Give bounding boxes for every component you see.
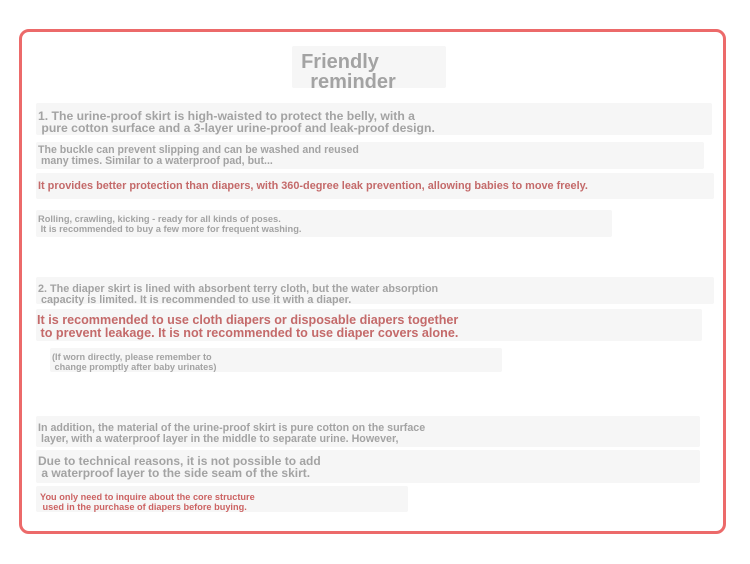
highlight-line: to prevent leakage. It is not recommended to use diaper covers alone. (37, 326, 459, 340)
paragraph-line: It is recommended to buy a few more for frequent washing. (38, 224, 302, 234)
title-line-2: reminder (310, 71, 396, 93)
paragraph-line: a waterproof layer to the side seam of the skirt. (38, 466, 311, 480)
paragraph-line: Rolling, crawling, kicking - ready for all kinds of poses. (38, 214, 281, 224)
paragraph-line: 1. The urine-proof skirt is high-waisted to protect the belly, with a (38, 109, 415, 123)
highlight-line: You only need to inquire about the core structure (40, 492, 255, 502)
title-line-1: Friendly (301, 51, 379, 73)
paragraph-line: change promptly after baby urinates) (52, 362, 217, 372)
highlight-line: It provides better protection than diapers, with 360-degree leak prevention, allowing babies to move freely. (38, 180, 588, 192)
paragraph-line: layer, with a waterproof layer in the middle to separate urine. However, (38, 433, 399, 445)
paragraph-line: many times. Similar to a waterproof pad, but... (38, 155, 273, 167)
paragraph-line: pure cotton surface and a 3-layer urine-proof and leak-proof design. (38, 121, 435, 135)
highlight-line: It is recommended to use cloth diapers or disposable diapers together (37, 313, 459, 327)
paragraph-line: 2. The diaper skirt is lined with absorbent terry cloth, but the water absorption (38, 283, 439, 295)
paragraph-line: capacity is limited. It is recommended to use it with a diaper. (38, 294, 352, 306)
paragraph-line: (If worn directly, please remember to (52, 352, 212, 362)
paragraph-line: The buckle can prevent slipping and can be washed and reused (38, 144, 359, 156)
highlight-line: used in the purchase of diapers before buying. (40, 502, 247, 512)
paragraph-line: Due to technical reasons, it is not possible to add (38, 454, 321, 468)
paragraph-line: In addition, the material of the urine-proof skirt is pure cotton on the surface (38, 422, 426, 434)
